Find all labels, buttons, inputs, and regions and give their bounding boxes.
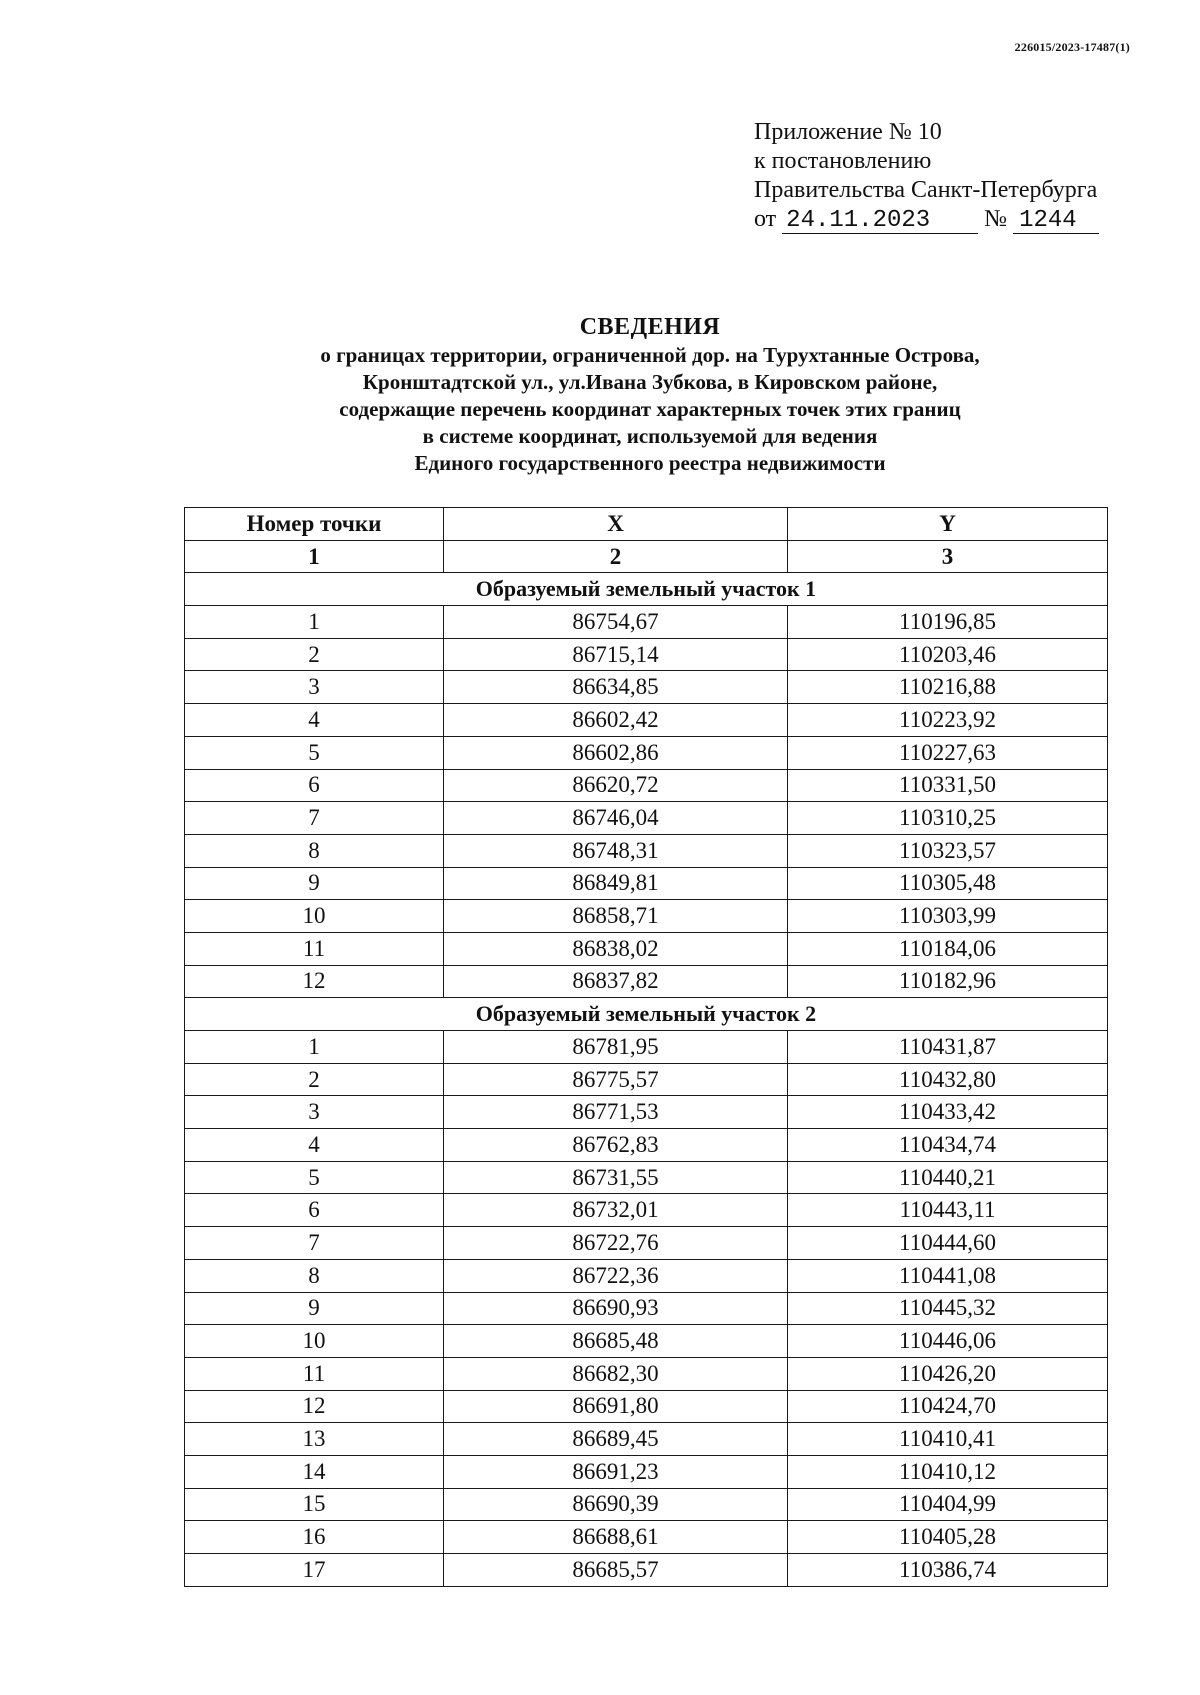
y-coordinate-cell: 110323,57	[788, 834, 1108, 867]
table-row	[185, 1129, 1108, 1162]
x-coordinate-cell: 86858,71	[444, 900, 788, 933]
point-number-cell: 7	[185, 1227, 444, 1260]
x-coordinate-cell: 86602,86	[444, 736, 788, 769]
table-row	[185, 736, 1108, 769]
table-row	[185, 1161, 1108, 1194]
y-coordinate-cell: 110426,20	[788, 1357, 1108, 1390]
table-row	[185, 932, 1108, 965]
point-number-cell: 12	[185, 1390, 444, 1423]
table-row	[185, 1063, 1108, 1096]
y-coordinate-cell: 110216,88	[788, 671, 1108, 704]
table-row	[185, 671, 1108, 704]
table-row	[185, 867, 1108, 900]
table-row	[185, 1455, 1108, 1488]
point-number-cell: 3	[185, 1096, 444, 1129]
y-coordinate-cell: 110196,85	[788, 606, 1108, 639]
point-number-cell: 11	[185, 1357, 444, 1390]
point-number-cell: 3	[185, 671, 444, 704]
point-number-cell: 9	[185, 867, 444, 900]
table-row	[185, 1357, 1108, 1390]
y-coordinate-cell: 110441,08	[788, 1259, 1108, 1292]
y-coordinate-cell: 110203,46	[788, 638, 1108, 671]
table-row	[185, 1259, 1108, 1292]
y-coordinate-cell: 110404,99	[788, 1488, 1108, 1521]
y-coordinate-cell: 110432,80	[788, 1063, 1108, 1096]
x-coordinate-cell: 86689,45	[444, 1423, 788, 1456]
point-number-cell: 13	[185, 1423, 444, 1456]
x-coordinate-cell: 86685,57	[444, 1554, 788, 1587]
table-row	[185, 1390, 1108, 1423]
section-title: Образуемый земельный участок 2	[185, 998, 1108, 1031]
point-number-cell: 1	[185, 1031, 444, 1064]
section-row	[185, 998, 1108, 1031]
point-number-cell: 11	[185, 932, 444, 965]
annex-date-number-line	[754, 205, 1174, 234]
table-row	[185, 1096, 1108, 1129]
y-coordinate-cell: 110331,50	[788, 769, 1108, 802]
x-coordinate-cell: 86715,14	[444, 638, 788, 671]
y-coordinate-cell: 110431,87	[788, 1031, 1108, 1064]
heading-line: Единого государственного реестра недвижимости	[414, 451, 886, 475]
x-coordinate-cell: 86682,30	[444, 1357, 788, 1390]
table-row	[185, 1488, 1108, 1521]
y-coordinate-cell: 110303,99	[788, 900, 1108, 933]
x-coordinate-cell: 86754,67	[444, 606, 788, 639]
column-header-y: Y	[788, 508, 1108, 541]
table-row	[185, 638, 1108, 671]
y-coordinate-cell: 110310,25	[788, 802, 1108, 835]
column-index: 2	[444, 540, 788, 573]
y-coordinate-cell: 110184,06	[788, 932, 1108, 965]
table-row	[185, 1031, 1108, 1064]
heading-title: СВЕДЕНИЯ	[579, 314, 721, 340]
y-coordinate-cell: 110405,28	[788, 1521, 1108, 1554]
heading-line: о границах территории, ограниченной дор. на Турухтанные Острова,	[320, 343, 980, 367]
table-row	[185, 1227, 1108, 1260]
x-coordinate-cell: 86691,80	[444, 1390, 788, 1423]
table-row	[185, 1554, 1108, 1587]
document-heading	[200, 312, 1100, 477]
x-coordinate-cell: 86731,55	[444, 1161, 788, 1194]
y-coordinate-cell: 110227,63	[788, 736, 1108, 769]
point-number-cell: 2	[185, 638, 444, 671]
heading-line: в системе координат, используемой для ведения	[422, 424, 878, 448]
point-number-cell: 4	[185, 1129, 444, 1162]
column-header-point-number: Номер точки	[185, 508, 444, 541]
point-number-cell: 4	[185, 704, 444, 737]
point-number-cell: 10	[185, 1325, 444, 1358]
table-row	[185, 1194, 1108, 1227]
x-coordinate-cell: 86849,81	[444, 867, 788, 900]
table-row	[185, 1521, 1108, 1554]
x-coordinate-cell: 86690,93	[444, 1292, 788, 1325]
point-number-cell: 17	[185, 1554, 444, 1587]
point-number-cell: 15	[185, 1488, 444, 1521]
resolution-date: 24.11.2023	[782, 209, 978, 234]
section-title: Образуемый земельный участок 1	[185, 573, 1108, 606]
number-prefix: №	[984, 206, 1008, 232]
point-number-cell: 7	[185, 802, 444, 835]
x-coordinate-cell: 86685,48	[444, 1325, 788, 1358]
point-number-cell: 9	[185, 1292, 444, 1325]
table-row	[185, 834, 1108, 867]
x-coordinate-cell: 86691,23	[444, 1455, 788, 1488]
heading-line: содержащие перечень координат характерных точек этих границ	[339, 397, 961, 421]
x-coordinate-cell: 86722,36	[444, 1259, 788, 1292]
annex-issuer: Правительства Санкт-Петербурга	[754, 177, 1098, 203]
y-coordinate-cell: 110433,42	[788, 1096, 1108, 1129]
x-coordinate-cell: 86771,53	[444, 1096, 788, 1129]
x-coordinate-cell: 86732,01	[444, 1194, 788, 1227]
y-coordinate-cell: 110182,96	[788, 965, 1108, 998]
x-coordinate-cell: 86688,61	[444, 1521, 788, 1554]
annex-title: Приложение № 10	[754, 119, 942, 145]
y-coordinate-cell: 110443,11	[788, 1194, 1108, 1227]
y-coordinate-cell: 110424,70	[788, 1390, 1108, 1423]
y-coordinate-cell: 110434,74	[788, 1129, 1108, 1162]
section-row	[185, 573, 1108, 606]
y-coordinate-cell: 110444,60	[788, 1227, 1108, 1260]
y-coordinate-cell: 110410,41	[788, 1423, 1108, 1456]
x-coordinate-cell: 86762,83	[444, 1129, 788, 1162]
column-header-x: X	[444, 508, 788, 541]
column-index: 1	[185, 540, 444, 573]
point-number-cell: 6	[185, 1194, 444, 1227]
y-coordinate-cell: 110445,32	[788, 1292, 1108, 1325]
table-row	[185, 769, 1108, 802]
x-coordinate-cell: 86781,95	[444, 1031, 788, 1064]
table-row	[185, 802, 1108, 835]
column-index: 3	[788, 540, 1108, 573]
column-index-row	[185, 540, 1108, 573]
x-coordinate-cell: 86722,76	[444, 1227, 788, 1260]
point-number-cell: 12	[185, 965, 444, 998]
y-coordinate-cell: 110446,06	[788, 1325, 1108, 1358]
document-registration-number: 226015/2023-17487(1)	[1014, 40, 1130, 54]
table-row	[185, 1292, 1108, 1325]
point-number-cell: 8	[185, 1259, 444, 1292]
coordinates-table	[184, 507, 1108, 1587]
point-number-cell: 16	[185, 1521, 444, 1554]
x-coordinate-cell: 86690,39	[444, 1488, 788, 1521]
date-prefix: от	[754, 206, 777, 232]
point-number-cell: 5	[185, 1161, 444, 1194]
y-coordinate-cell: 110305,48	[788, 867, 1108, 900]
point-number-cell: 8	[185, 834, 444, 867]
y-coordinate-cell: 110440,21	[788, 1161, 1108, 1194]
x-coordinate-cell: 86748,31	[444, 834, 788, 867]
heading-line: Кронштадтской ул., ул.Ивана Зубкова, в Кировском районе,	[362, 370, 938, 394]
point-number-cell: 14	[185, 1455, 444, 1488]
table-row	[185, 900, 1108, 933]
y-coordinate-cell: 110410,12	[788, 1455, 1108, 1488]
x-coordinate-cell: 86620,72	[444, 769, 788, 802]
point-number-cell: 1	[185, 606, 444, 639]
y-coordinate-cell: 110386,74	[788, 1554, 1108, 1587]
annex-reference: к постановлению	[754, 148, 932, 174]
x-coordinate-cell: 86837,82	[444, 965, 788, 998]
point-number-cell: 6	[185, 769, 444, 802]
x-coordinate-cell: 86634,85	[444, 671, 788, 704]
annex-block	[754, 118, 1174, 234]
table-row	[185, 965, 1108, 998]
x-coordinate-cell: 86775,57	[444, 1063, 788, 1096]
point-number-cell: 10	[185, 900, 444, 933]
x-coordinate-cell: 86838,02	[444, 932, 788, 965]
coordinates-table-body	[185, 573, 1108, 1586]
table-row	[185, 1325, 1108, 1358]
y-coordinate-cell: 110223,92	[788, 704, 1108, 737]
point-number-cell: 5	[185, 736, 444, 769]
point-number-cell: 2	[185, 1063, 444, 1096]
table-header-row	[185, 508, 1108, 541]
table-row	[185, 704, 1108, 737]
table-row	[185, 1423, 1108, 1456]
table-row	[185, 606, 1108, 639]
x-coordinate-cell: 86602,42	[444, 704, 788, 737]
x-coordinate-cell: 86746,04	[444, 802, 788, 835]
resolution-number: 1244	[1013, 209, 1099, 234]
